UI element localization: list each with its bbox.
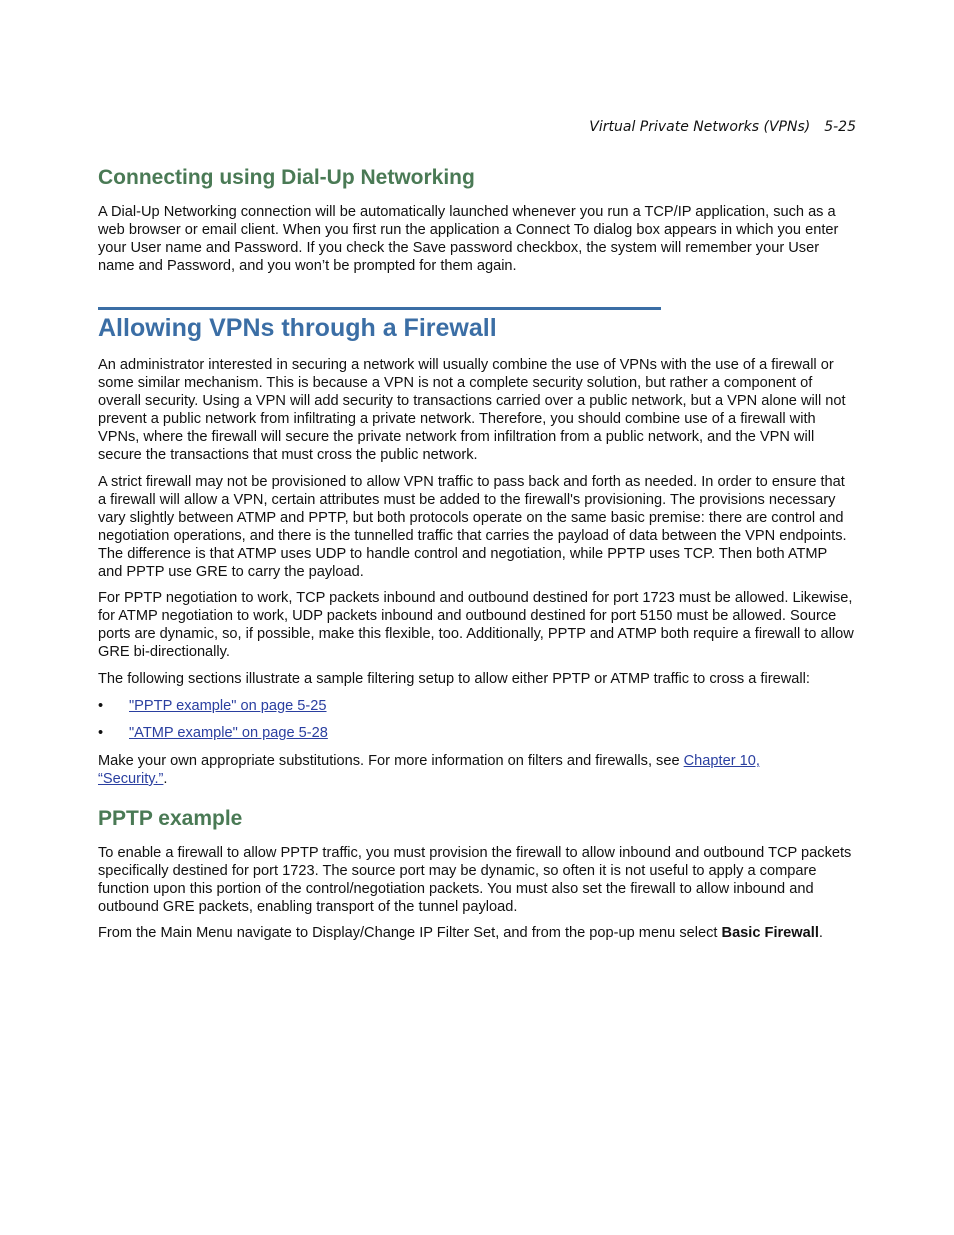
para5-end: .	[163, 771, 168, 787]
section-heading-pptp: PPTP example	[98, 807, 243, 830]
firewall-paragraph-3: For PPTP negotiation to work, TCP packets inbound and outbound destined for port 1723 must be allowed. Likewise, for ATMP negotiation to work, UDP packets inbound and outbound destined for port 5150 must be allowed. Source ports are dynamic, so, if possible, make this flexible, too. Additionally, PPTP and ATMP both require a firewall to allow GRE bi-directionally.	[98, 590, 854, 660]
security-link[interactable]: “Security.”	[98, 771, 164, 787]
heading-rule	[98, 307, 661, 310]
list-item	[98, 697, 327, 715]
firewall-paragraph-4: The following sections illustrate a sample filtering setup to allow either PPTP or ATMP traffic to cross a firewall:	[98, 671, 810, 687]
atmp-example-link[interactable]: "ATMP example" on page 5-28	[129, 725, 328, 741]
basic-firewall-label: Basic Firewall	[721, 925, 819, 941]
page-number: 5-25	[824, 119, 856, 135]
pptp-para2-end: .	[818, 925, 823, 941]
firewall-paragraph-2: A strict firewall may not be provisioned to allow VPN traffic to pass back and forth as needed. In order to ensure that a firewall will allow a VPN, certain attributes must be added to the firewall's provisioning. The provisions necessary vary slightly between ATMP and PPTP, but both protocols operate on the same basic premise: there are control and negotiation operations, and there is the tunnelled traffic that carries the payload of data between the VPN endpoints. The difference is that ATMP uses UDP to handle control and negotiation, while PPTP uses TCP. Then both ATMP and PPTP use GRE to carry the payload.	[98, 474, 847, 580]
list-item	[98, 724, 328, 742]
section-heading-dialup: Connecting using Dial-Up Networking	[98, 166, 475, 189]
bullet-mark: •	[98, 725, 104, 741]
chapter-10-link[interactable]: Chapter 10,	[683, 753, 760, 769]
header-title: Virtual Private Networks (VPNs)	[589, 119, 811, 135]
running-header	[96, 119, 856, 135]
pptp-paragraph-2	[98, 924, 854, 942]
dialup-paragraph: A Dial-Up Networking connection will be automatically launched whenever you run a TCP/IP application, such as a web browser or email client. When you first run the application a Connect To dialog box appears in which you enter your User name and Password. If you check the Save password checkbox, the system will remember your User name and Password, and you won’t be prompted for them again.	[98, 204, 839, 274]
pptp-para2-text: From the Main Menu navigate to Display/Change IP Filter Set, and from the pop-up menu select	[98, 925, 722, 941]
pptp-example-link[interactable]: "PPTP example" on page 5-25	[129, 698, 327, 714]
firewall-paragraph-1: An administrator interested in securing a network will usually combine the use of VPNs with the use of a firewall or some similar mechanism. This is because a VPN is not a complete security solution, but rather a component of overall security. Using a VPN will add security to transactions carried over a public network, but a VPN alone will not prevent a public network from infiltrating a private network. Therefore, you should combine use of a firewall with VPNs, where the firewall will secure the private network from infiltration from a public network, and the VPN will secure the transactions that must cross the public network.	[98, 357, 846, 463]
firewall-paragraph-5	[98, 752, 854, 788]
bullet-mark: •	[98, 698, 104, 714]
section-heading-firewall: Allowing VPNs through a Firewall	[98, 314, 497, 342]
para5-text: Make your own appropriate substitutions. For more information on filters and firewalls, see	[98, 753, 684, 769]
pptp-paragraph-1: To enable a firewall to allow PPTP traffic, you must provision the firewall to allow inbound and outbound TCP packets specifically destined for port 1723. The source port may be dynamic, so often it is not useful to apply a compare function upon this portion of the control/negotiation packets. You must also set the firewall to allow inbound and outbound GRE packets, enabling transport of the tunnel payload.	[98, 845, 852, 915]
